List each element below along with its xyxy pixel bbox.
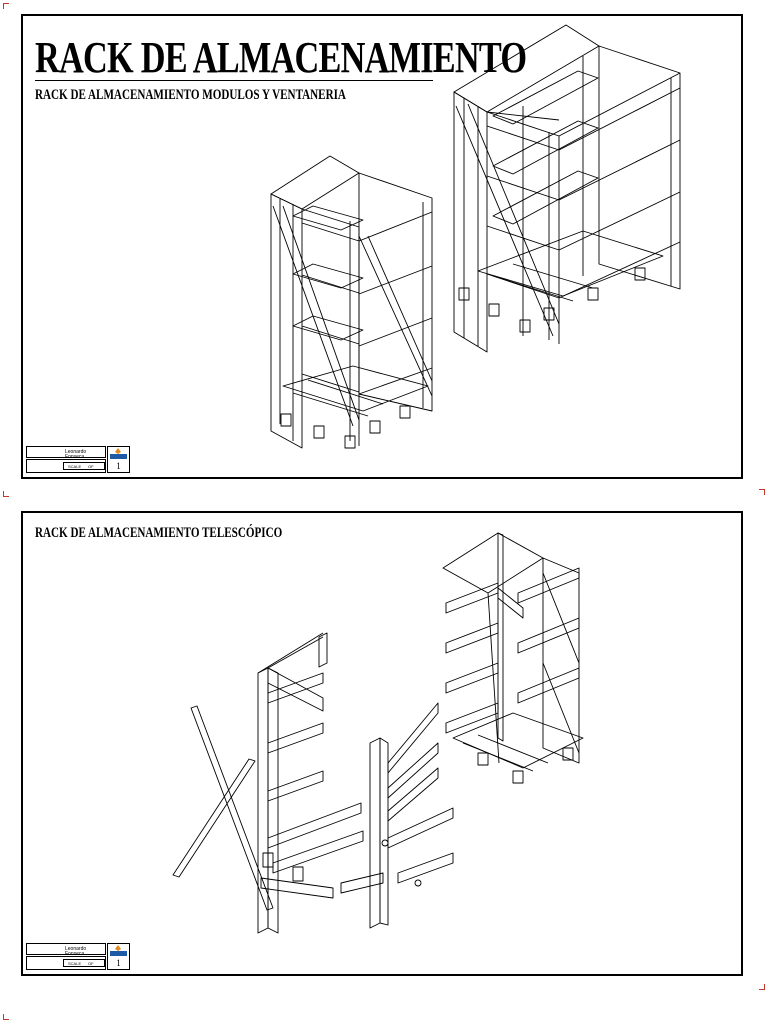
title-block: [26, 446, 130, 474]
crop-mark: [3, 1014, 9, 1020]
crop-mark: [3, 3, 9, 9]
title-block-scale-row: [26, 956, 106, 970]
author-name: Leonardo Fonseca: [65, 946, 87, 957]
scale-label: SCALE: [68, 961, 82, 966]
title-block: [26, 943, 130, 971]
page-subtitle: RACK DE ALMACENAMIENTO MODULOS Y VENTANERIA: [35, 87, 346, 103]
page-title: RACK DE ALMACENAMIENTO: [35, 33, 527, 82]
title-block-author-row: [26, 943, 106, 955]
title-block-author-row: [26, 446, 106, 458]
scale-label: SCALE: [68, 464, 82, 469]
page-subtitle: RACK DE ALMACENAMIENTO TELESCÓPICO: [35, 525, 283, 541]
sheet-number: 1: [116, 958, 121, 968]
drawing-sheet-1: [21, 14, 743, 479]
rack-isometric-drawing: [23, 16, 741, 477]
sheet-label: OF: [88, 464, 94, 469]
crop-mark: [759, 984, 765, 990]
title-underline: [35, 80, 433, 81]
scale-box: [63, 462, 105, 470]
crop-mark: [759, 489, 765, 495]
crop-mark: [3, 491, 9, 497]
telescopic-rack-exploded-drawing: [23, 513, 741, 974]
author-name: Leonardo Fonseca: [65, 449, 87, 460]
logo-box: [107, 943, 130, 970]
drawing-sheet-2: [21, 511, 743, 976]
logo-box: [107, 446, 130, 473]
company-logo-icon: [108, 944, 129, 958]
title-block-scale-row: [26, 459, 106, 473]
sheet-number: 1: [116, 461, 121, 471]
scale-box: [63, 959, 105, 967]
sheet-label: OF: [88, 961, 94, 966]
company-logo-icon: [108, 447, 129, 461]
